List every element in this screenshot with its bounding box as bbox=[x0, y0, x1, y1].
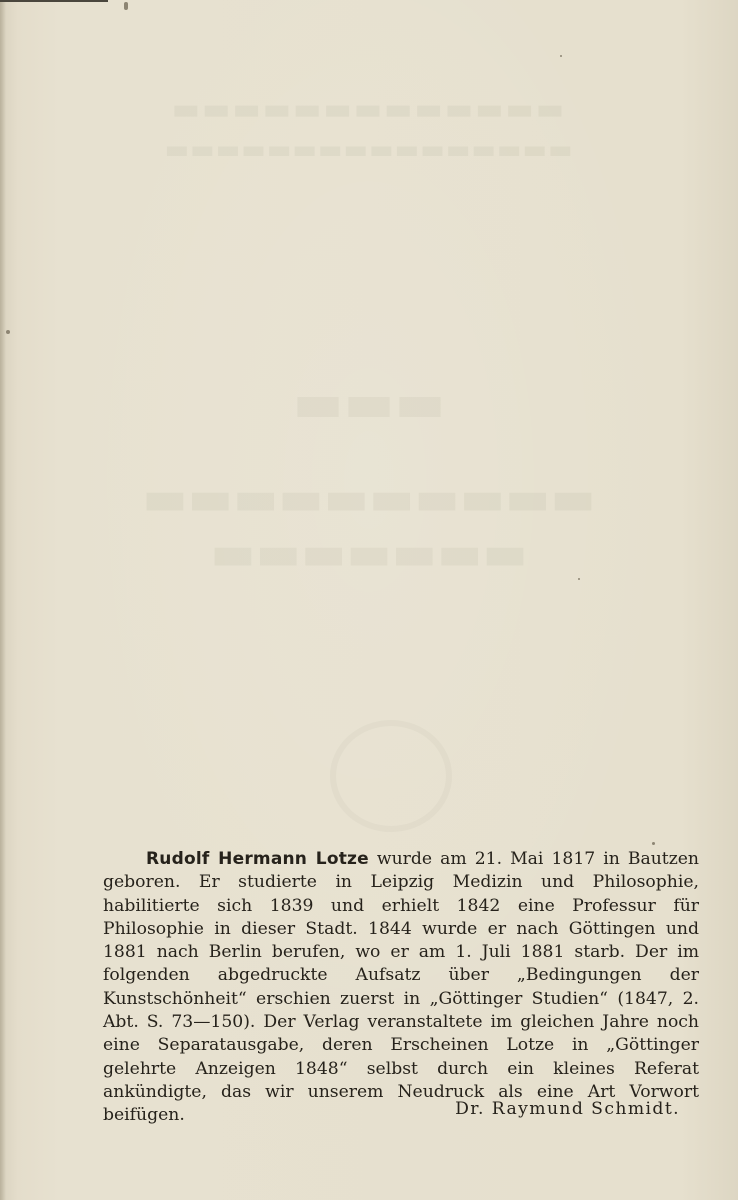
paper-speck bbox=[578, 578, 580, 580]
show-through-seal bbox=[330, 720, 452, 832]
show-through-line: ▬▬▬▬▬▬▬▬▬▬ bbox=[142, 470, 596, 526]
paper-speck bbox=[652, 842, 655, 845]
paper-speck bbox=[6, 330, 10, 334]
page-edge-shadow bbox=[0, 0, 6, 1200]
editor-signature: Dr. Raymund Schmidt. bbox=[455, 1099, 680, 1119]
show-through-line: ▬▬▬▬▬▬▬▬▬▬▬▬▬▬▬▬ bbox=[164, 135, 574, 165]
paper-speck bbox=[560, 55, 562, 57]
top-edge-mark bbox=[0, 0, 108, 2]
show-through-line: ▬▬▬▬▬▬▬ bbox=[210, 525, 528, 581]
show-through-line: ▬▬▬ bbox=[292, 370, 446, 434]
author-name: Rudolf Hermann Lotze bbox=[146, 849, 369, 869]
biography-text: wurde am 21. Mai 1817 in Bautzen geboren. Er studierte in Leipzig Medizin und Philosophie, habilitierte sich 1839 und erhielt 1842 eine Professur für Philosophie in dieser Stadt. 1844 wurde er nach Göttingen und 1881 nach Berlin berufen, wo er am 1. Juli 1881 starb. Der im folgenden abgedruckte Aufsatz über „Bedingungen der Kunstschönheit“ erschien zuerst in „Göttinger Studien“ (1847, 2. Abt. S. 73—150). Der Verlag veranstaltete im gleichen Jahre noch eine Separatausgabe, deren Erscheinen Lotze in „Göttinger gelehrte Anzeigen 1848“ selbst durch ein kleines Referat ankündigte, das wir unserem Neudruck als eine Art Vorwort beifügen. bbox=[103, 849, 699, 1126]
paper-speck bbox=[124, 2, 128, 10]
show-through-line: ▬▬▬▬▬▬▬▬▬▬▬▬▬ bbox=[171, 92, 567, 127]
biography-paragraph bbox=[103, 848, 699, 1128]
